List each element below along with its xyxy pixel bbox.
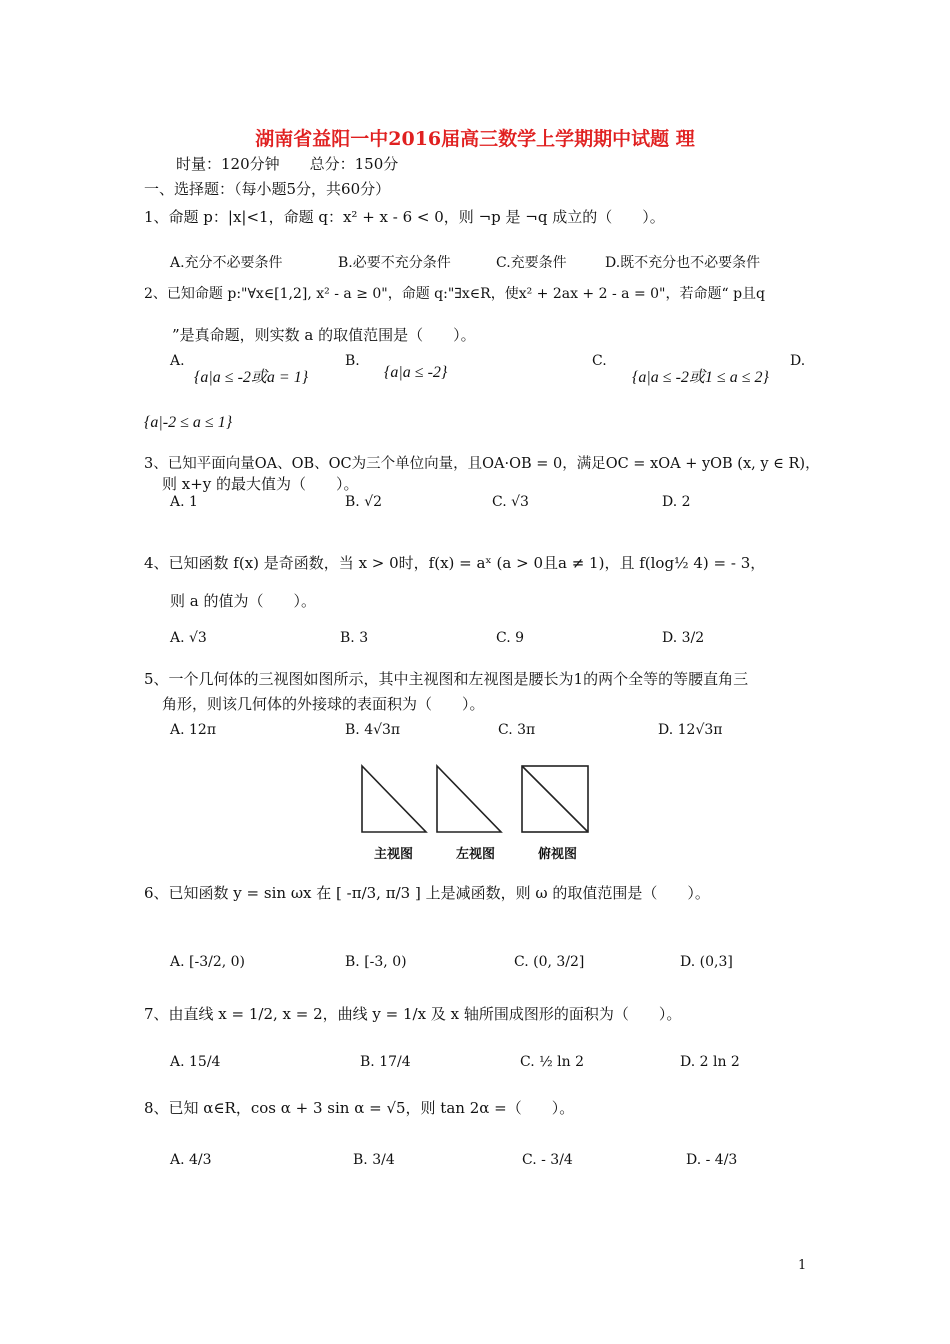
q2-option-d-label: D.: [790, 353, 806, 369]
question-3-stem-line2: 则 x+y 的最大值为（ ）。: [162, 475, 359, 493]
q8-option-b: B. 3/4: [353, 1152, 395, 1168]
question-1-stem: 1、命题 p：|x|<1，命题 q：x² + x - 6 < 0，则 ¬p 是 ¬q 成立的（ ）。: [144, 208, 665, 226]
q3-option-a: A. 1: [170, 494, 198, 510]
q4-option-d: D. 3/2: [662, 630, 705, 646]
question-5-stem-line2: 角形，则该几何体的外接球的表面积为（ ）。: [162, 695, 485, 713]
question-3-stem-line1: 3、已知平面向量OA、OB、OC为三个单位向量，且OA·OB = 0，满足OC = xOA + yOB (x, y ∈ R)，: [144, 456, 820, 472]
q8-option-c: C. - 3/4: [522, 1152, 573, 1168]
q2-option-c-label: C.: [592, 353, 607, 369]
q1-option-a: A.充分不必要条件: [170, 255, 283, 271]
q4-option-b: B. 3: [340, 630, 369, 646]
question-4-stem-line2: 则 a 的值为（ ）。: [170, 592, 316, 610]
side-view-figure: [435, 764, 503, 834]
q1-option-d: D.既不充分也不必要条件: [605, 255, 761, 271]
q6-option-b: B. [-3, 0): [345, 954, 407, 970]
question-6-stem: 6、已知函数 y = sin ωx 在 [ -π/3, π/3 ] 上是减函数，则 ω 的取值范围是（ ）。: [144, 884, 710, 902]
q2-option-a: {a|a ≤ -2或a = 1}: [194, 369, 309, 386]
top-view-caption: 俯视图: [538, 847, 578, 862]
q2-option-b-label: B.: [345, 353, 360, 369]
question-2-stem-line2: ”是真命题，则实数 a 的取值范围是（ ）。: [172, 326, 476, 344]
q2-option-b: {a|a ≤ -2}: [384, 364, 448, 381]
q5-option-d: D. 12√3π: [658, 722, 723, 738]
q7-option-a: A. 15/4: [170, 1054, 221, 1070]
q8-option-d: D. - 4/3: [686, 1152, 738, 1168]
page-title: 湖南省益阳一中2016届高三数学上学期期中试题 理: [255, 128, 695, 150]
q6-option-a: A. [-3/2, 0): [170, 954, 246, 970]
q7-option-d: D. 2 ln 2: [680, 1054, 740, 1070]
q2-option-d: {a|-2 ≤ a ≤ 1}: [144, 414, 233, 431]
q5-option-b: B. 4√3π: [345, 722, 401, 738]
q2-option-a-label: A.: [170, 353, 185, 369]
q4-option-a: A. √3: [170, 630, 207, 646]
q5-option-a: A. 12π: [170, 722, 217, 738]
q7-option-b: B. 17/4: [360, 1054, 411, 1070]
question-8-stem: 8、已知 α∈R，cos α + 3 sin α = √5，则 tan 2α =（ ）。: [144, 1099, 575, 1117]
q1-option-c: C.充要条件: [496, 255, 567, 271]
q6-option-c: C. (0, 3/2]: [514, 954, 585, 970]
q8-option-a: A. 4/3: [170, 1152, 212, 1168]
front-view-figure: [360, 764, 428, 834]
q2-option-c: {a|a ≤ -2或1 ≤ a ≤ 2}: [632, 369, 769, 386]
question-4-stem-line1: 4、已知函数 f(x) 是奇函数，当 x > 0时，f(x) = aˣ (a > 0且a ≠ 1)，且 f(log½ 4) = - 3，: [144, 554, 766, 572]
q6-option-d: D. (0,3]: [680, 954, 733, 970]
front-view-caption: 主视图: [374, 847, 414, 862]
exam-meta: 时量：120分钟 总分：150分: [176, 155, 399, 173]
q3-option-c: C. √3: [492, 494, 529, 510]
q4-option-c: C. 9: [496, 630, 525, 646]
q3-option-d: D. 2: [662, 494, 691, 510]
question-2-stem-line1: 2、已知命题 p:"∀x∈[1,2], x² - a ≥ 0"，命题 q:"∃x∈R，使x² + 2ax + 2 - a = 0"，若命题“ p且q: [144, 286, 766, 302]
top-view-figure: [520, 764, 590, 834]
question-7-stem: 7、由直线 x = 1/2, x = 2，曲线 y = 1/x 及 x 轴所围成图形的面积为（ ）。: [144, 1005, 682, 1023]
q5-option-c: C. 3π: [498, 722, 536, 738]
q1-option-b: B.必要不充分条件: [338, 255, 451, 271]
q7-option-c: C. ½ ln 2: [520, 1054, 584, 1070]
q3-option-b: B. √2: [345, 494, 383, 510]
side-view-caption: 左视图: [456, 847, 496, 862]
question-5-stem-line1: 5、一个几何体的三视图如图所示，其中主视图和左视图是腰长为1的两个全等的等腰直角三: [144, 670, 749, 688]
page-number: 1: [798, 1258, 807, 1273]
section-heading: 一、选择题：（每小题5分，共60分）: [144, 180, 391, 198]
